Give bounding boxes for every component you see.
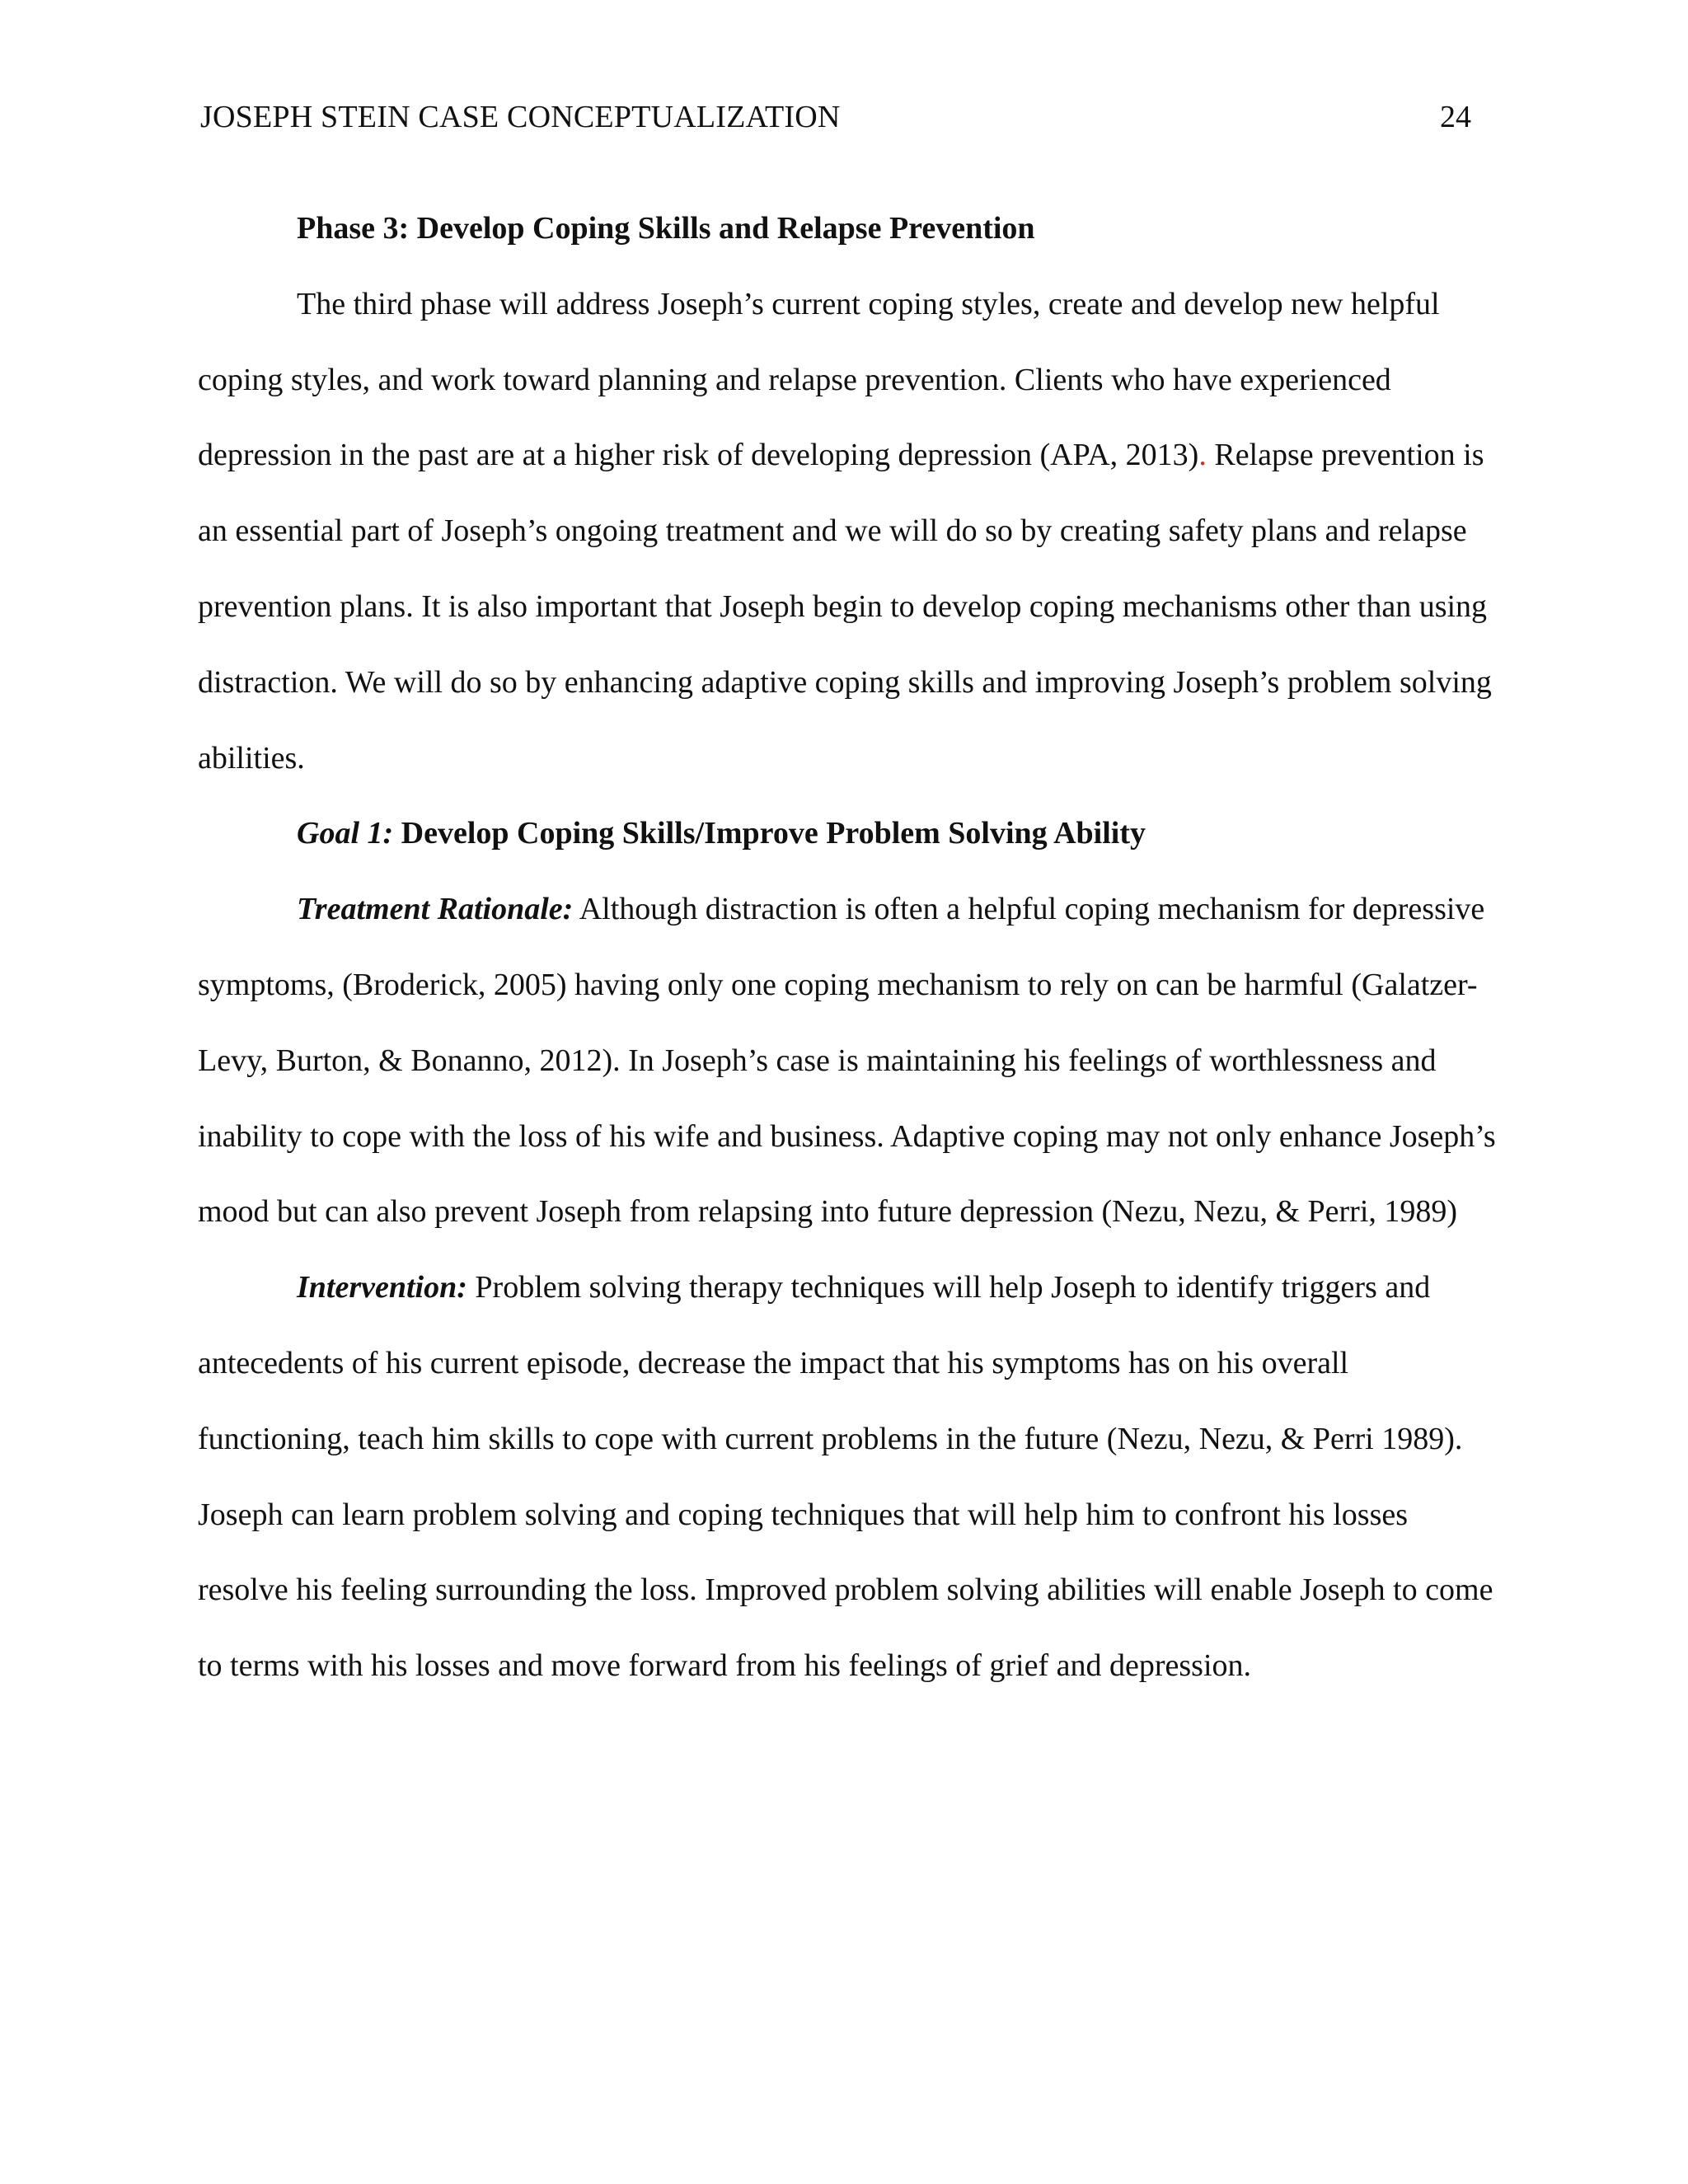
phase-paragraph — [198, 267, 1496, 797]
phase-paragraph-text: The third phase will address Joseph’s current coping styles, create and develop new helpful coping styles, and work toward planning and relapse prevention. Clients who have experienced depression in the past are at a higher risk of developing depression (APA, 2013) — [198, 286, 1440, 473]
phase-paragraph-text-continued: Relapse prevention is an essential part of Joseph’s ongoing treatment and we will do so by creating safety plans and relapse prevention plans. It is also important that Joseph begin to develop coping mechanisms other than using distraction. We will do so by enhancing adaptive coping skills and improving Joseph’s problem solving abilities. — [198, 438, 1492, 776]
goal-heading — [198, 796, 1496, 872]
goal-label: Goal 1: — [297, 816, 394, 851]
intervention-label: Intervention: — [297, 1270, 467, 1305]
document-body — [198, 191, 1496, 1704]
rationale-paragraph — [198, 872, 1496, 1250]
citation-period: . — [1198, 438, 1207, 473]
goal-title: Develop Coping Skills/Improve Problem Solving Ability — [393, 816, 1146, 851]
rationale-text: Although distraction is often a helpful coping mechanism for depressive symptoms, (Broderick, 2005) having only one coping mechanism to rely on can be harmful (Galatzer-Levy, Burton, & Bonanno, 2012). In Joseph’s case is maintaining his feelings of worthlessness and inability to cope with the loss of his wife and business. Adaptive coping may not only enhance Joseph’s mood but can also prevent Joseph from relapsing into future depression (Nezu, Nezu, & Perri, 1989) — [198, 892, 1496, 1230]
intervention-text: Problem solving therapy techniques will help Joseph to identify triggers and antecedents of his current episode, decrease the impact that his symptoms has on his overall functioning, teach him skills to cope with current problems in the future (Nezu, Nezu, & Perri 1989). Joseph can learn problem solving and coping techniques that will help him to confront his losses resolve his feeling surrounding the loss. Improved problem solving abilities will enable Joseph to come to terms with his losses and move forward from his feelings of grief and depression. — [198, 1270, 1493, 1684]
rationale-label: Treatment Rationale: — [297, 892, 574, 927]
phase-heading: Phase 3: Develop Coping Skills and Relapse Prevention — [297, 211, 1035, 246]
page-number: 24 — [1440, 100, 1471, 134]
intervention-paragraph — [198, 1250, 1496, 1704]
running-head: JOSEPH STEIN CASE CONCEPTUALIZATION — [200, 100, 841, 134]
